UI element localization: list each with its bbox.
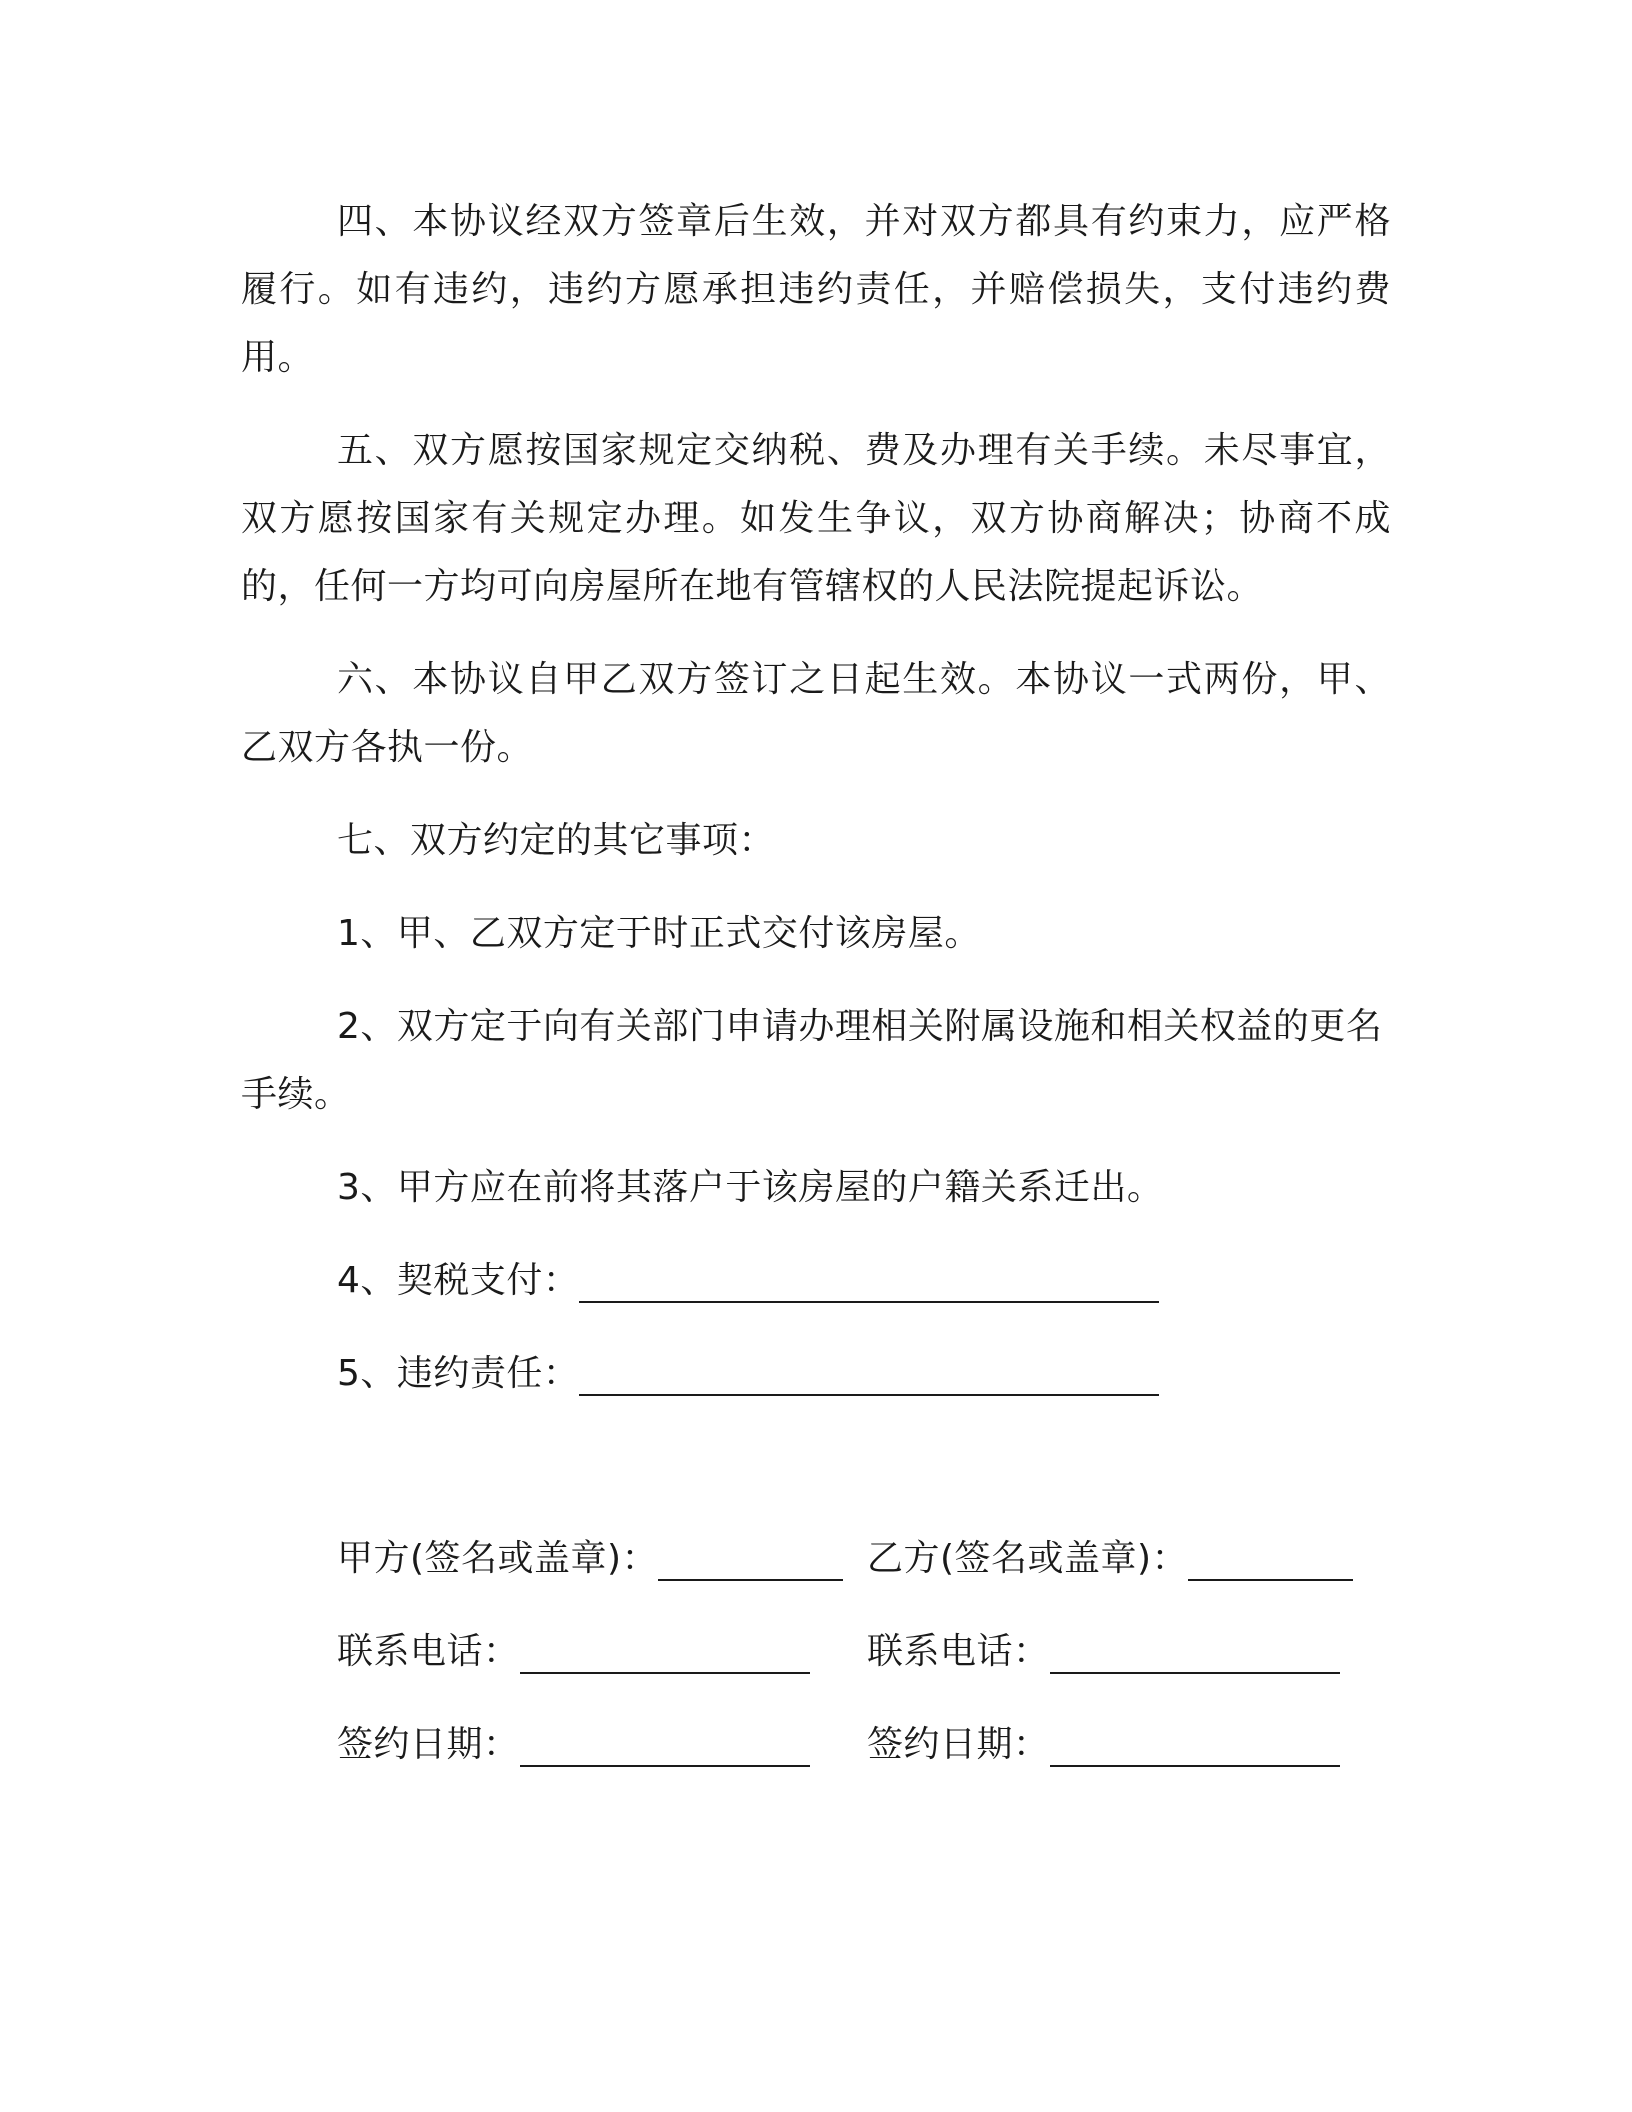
party-a-date-blank[interactable] (520, 1719, 810, 1767)
party-a-label: 甲方(签名或盖章)： (337, 1538, 659, 1579)
party-b-phone-blank[interactable] (1050, 1626, 1340, 1674)
signature-block (337, 1525, 1397, 1804)
signature-row-parties (337, 1525, 1397, 1593)
signature-row-date (337, 1711, 1397, 1779)
party-a-signature-blank[interactable] (658, 1533, 843, 1581)
item-2-rename: 2、双方定于向有关部门申请办理相关附属设施和相关权益的更名手续。 (241, 1006, 1383, 1115)
clause-6: 六、本协议自甲乙双方签订之日起生效。本协议一式两份，甲、乙双方各执一份。 (241, 659, 1391, 768)
liability-blank[interactable] (579, 1348, 1159, 1396)
party-b-date (867, 1711, 1397, 1779)
party-a-phone-blank[interactable] (520, 1626, 810, 1674)
clause-7-heading: 七、双方约定的其它事项： (337, 820, 776, 861)
party-b-phone-label: 联系电话： (867, 1631, 1050, 1672)
item-5-label: 5、违约责任： (337, 1353, 580, 1394)
party-b-date-label: 签约日期： (867, 1724, 1050, 1765)
party-a-date (337, 1711, 867, 1779)
party-a-phone (337, 1618, 867, 1686)
signature-row-phone (337, 1618, 1397, 1686)
party-a-signature (337, 1525, 867, 1593)
party-b-signature-blank[interactable] (1188, 1533, 1353, 1581)
clause-5: 五、双方愿按国家规定交纳税、费及办理有关手续。未尽事宜，双方愿按国家有关规定办理。如发生争议，双方协商解决；协商不成的，任何一方均可向房屋所在地有管辖权的人民法院提起诉讼。 (241, 430, 1391, 607)
item-3-household: 3、甲方应在前将其落户于该房屋的户籍关系迁出。 (337, 1167, 1164, 1208)
item-4-deed-tax (241, 1247, 1391, 1315)
party-b-date-blank[interactable] (1050, 1719, 1340, 1767)
clause-4: 四、本协议经双方签章后生效，并对双方都具有约束力，应严格履行。如有违约，违约方愿承担违约责任，并赔偿损失，支付违约费用。 (241, 201, 1391, 378)
party-a-date-label: 签约日期： (337, 1724, 520, 1765)
party-b-signature (867, 1525, 1397, 1593)
contract-body (241, 188, 1391, 1433)
party-a-phone-label: 联系电话： (337, 1631, 520, 1672)
item-4-label: 4、契税支付： (337, 1260, 580, 1301)
item-5-liability (241, 1340, 1391, 1408)
deed-tax-blank[interactable] (579, 1255, 1159, 1303)
party-b-phone (867, 1618, 1397, 1686)
party-b-label: 乙方(签名或盖章)： (867, 1538, 1189, 1579)
item-1-handover: 1、甲、乙双方定于时正式交付该房屋。 (337, 913, 981, 954)
